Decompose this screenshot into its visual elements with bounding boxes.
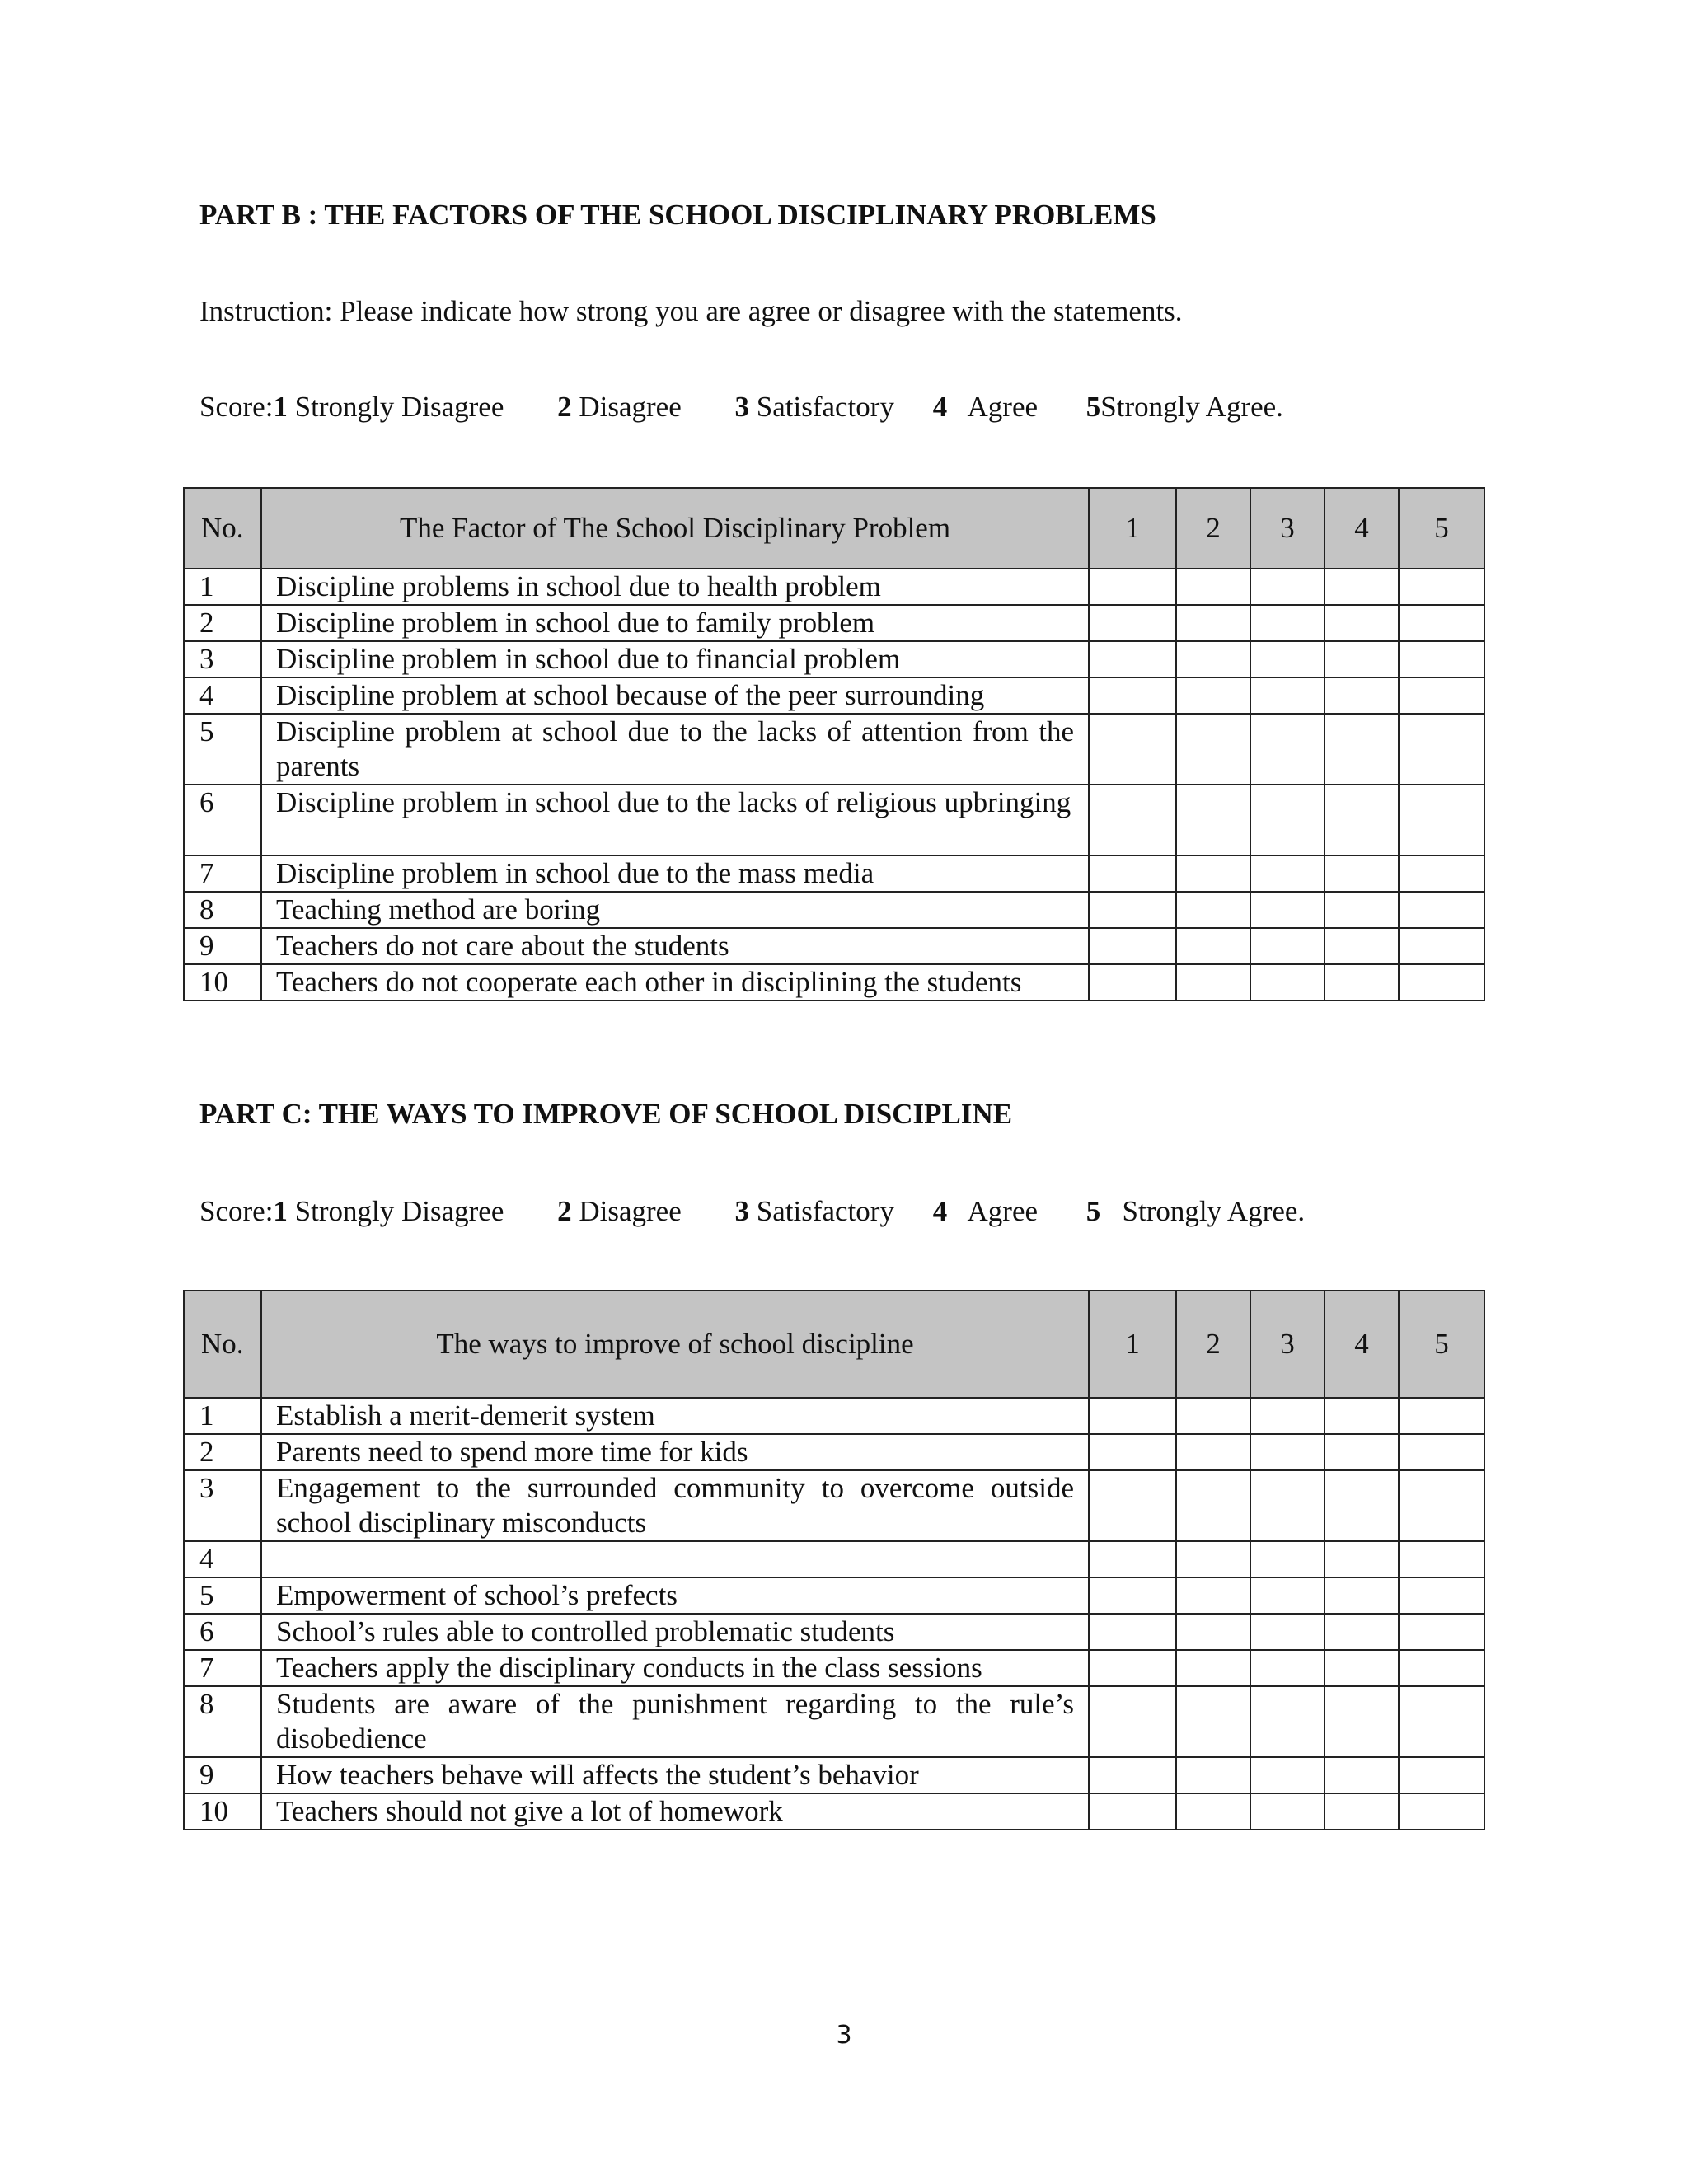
rating-cell-5[interactable]: [1399, 1686, 1484, 1757]
rating-cell-4[interactable]: [1325, 1434, 1399, 1470]
rating-cell-4[interactable]: [1325, 1650, 1399, 1686]
score-2-number: 2: [557, 1195, 572, 1227]
rating-cell-2[interactable]: [1176, 1577, 1250, 1614]
rating-cell-1[interactable]: [1089, 569, 1176, 605]
factors-table: [183, 487, 1485, 1001]
table-row: [184, 1614, 1484, 1650]
rating-cell-3[interactable]: [1250, 1793, 1325, 1830]
table-header-row: [184, 1291, 1484, 1398]
row-number: 6: [184, 1614, 261, 1650]
improvement-table: [183, 1290, 1485, 1830]
row-statement: Teachers do not care about the students: [261, 928, 1089, 964]
rating-cell-5[interactable]: [1399, 714, 1484, 785]
row-number: 10: [184, 1793, 261, 1830]
table-row: [184, 964, 1484, 1001]
table-row: [184, 1793, 1484, 1830]
rating-cell-2[interactable]: [1176, 569, 1250, 605]
rating-cell-1[interactable]: [1089, 1757, 1176, 1793]
column-header-scale-2: 2: [1176, 1291, 1250, 1398]
score-4-text: Agree: [947, 1195, 1039, 1227]
rating-cell-1[interactable]: [1089, 855, 1176, 892]
row-statement: Parents need to spend more time for kids: [261, 1434, 1089, 1470]
table-row: [184, 677, 1484, 714]
rating-cell-3[interactable]: [1250, 1686, 1325, 1757]
rating-cell-4[interactable]: [1325, 677, 1399, 714]
rating-cell-2[interactable]: [1176, 1757, 1250, 1793]
rating-cell-5[interactable]: [1399, 1614, 1484, 1650]
rating-cell-3[interactable]: [1250, 1614, 1325, 1650]
rating-cell-4[interactable]: [1325, 605, 1399, 641]
rating-cell-5[interactable]: [1399, 677, 1484, 714]
rating-cell-4[interactable]: [1325, 892, 1399, 928]
score-2-number: 2: [557, 391, 572, 423]
rating-cell-1[interactable]: [1089, 677, 1176, 714]
rating-cell-4[interactable]: [1325, 855, 1399, 892]
rating-cell-1[interactable]: [1089, 1650, 1176, 1686]
rating-cell-2[interactable]: [1176, 928, 1250, 964]
row-statement: Discipline problem in school due to the lacks of religious upbringing: [261, 785, 1089, 855]
rating-cell-2[interactable]: [1176, 677, 1250, 714]
column-header-scale-5: 5: [1399, 488, 1484, 569]
table-row: [184, 785, 1484, 855]
rating-cell-3[interactable]: [1250, 892, 1325, 928]
row-statement: [261, 1541, 1089, 1577]
row-number: 7: [184, 1650, 261, 1686]
rating-cell-5[interactable]: [1399, 641, 1484, 677]
table-row: [184, 605, 1484, 641]
rating-cell-5[interactable]: [1399, 1470, 1484, 1541]
row-statement: How teachers behave will affects the student’s behavior: [261, 1757, 1089, 1793]
rating-cell-1[interactable]: [1089, 714, 1176, 785]
part-c-score-legend: [199, 1195, 1305, 1228]
table-row: [184, 1398, 1484, 1434]
table-row: [184, 1577, 1484, 1614]
row-number: 4: [184, 1541, 261, 1577]
score-1-text: Strongly Disagree: [287, 391, 504, 423]
rating-cell-5[interactable]: [1399, 892, 1484, 928]
rating-cell-5[interactable]: [1399, 964, 1484, 1001]
rating-cell-4[interactable]: [1325, 964, 1399, 1001]
rating-cell-2[interactable]: [1176, 855, 1250, 892]
part-c-heading: PART C: THE WAYS TO IMPROVE OF SCHOOL DISCIPLINE: [199, 1098, 1013, 1130]
row-statement: Discipline problem in school due to the mass media: [261, 855, 1089, 892]
rating-cell-3[interactable]: [1250, 964, 1325, 1001]
rating-cell-5[interactable]: [1399, 1434, 1484, 1470]
score-5-text: Strongly Agree.: [1100, 1195, 1306, 1227]
rating-cell-2[interactable]: [1176, 1470, 1250, 1541]
row-number: 9: [184, 1757, 261, 1793]
rating-cell-2[interactable]: [1176, 605, 1250, 641]
rating-cell-1[interactable]: [1089, 605, 1176, 641]
rating-cell-5[interactable]: [1399, 1793, 1484, 1830]
column-header-way: The ways to improve of school discipline: [261, 1291, 1089, 1398]
row-statement: Empowerment of school’s prefects: [261, 1577, 1089, 1614]
rating-cell-2[interactable]: [1176, 1398, 1250, 1434]
column-header-no: No.: [184, 1291, 261, 1398]
rating-cell-4[interactable]: [1325, 1470, 1399, 1541]
table-row: [184, 641, 1484, 677]
row-statement: Discipline problem at school because of the peer surrounding: [261, 677, 1089, 714]
row-number: 4: [184, 677, 261, 714]
row-number: 2: [184, 1434, 261, 1470]
rating-cell-3[interactable]: [1250, 928, 1325, 964]
rating-cell-5[interactable]: [1399, 855, 1484, 892]
row-number: 8: [184, 892, 261, 928]
rating-cell-2[interactable]: [1176, 1650, 1250, 1686]
score-5-number: 5: [1085, 391, 1101, 423]
row-number: 9: [184, 928, 261, 964]
rating-cell-3[interactable]: [1250, 1434, 1325, 1470]
row-statement: Discipline problem in school due to family problem: [261, 605, 1089, 641]
score-3-number: 3: [734, 1195, 750, 1227]
rating-cell-4[interactable]: [1325, 785, 1399, 855]
rating-cell-5[interactable]: [1399, 1650, 1484, 1686]
column-header-scale-5: 5: [1399, 1291, 1484, 1398]
rating-cell-4[interactable]: [1325, 641, 1399, 677]
table-row: [184, 569, 1484, 605]
rating-cell-2[interactable]: [1176, 714, 1250, 785]
rating-cell-2[interactable]: [1176, 1434, 1250, 1470]
rating-cell-3[interactable]: [1250, 605, 1325, 641]
rating-cell-1[interactable]: [1089, 1614, 1176, 1650]
rating-cell-1[interactable]: [1089, 1793, 1176, 1830]
row-statement: Discipline problem at school due to the lacks of attention from the parents: [261, 714, 1089, 785]
row-statement: Discipline problem in school due to financial problem: [261, 641, 1089, 677]
rating-cell-2[interactable]: [1176, 1614, 1250, 1650]
rating-cell-3[interactable]: [1250, 1470, 1325, 1541]
rating-cell-1[interactable]: [1089, 1541, 1176, 1577]
row-statement: Teachers should not give a lot of homework: [261, 1793, 1089, 1830]
score-5-number: 5: [1085, 1195, 1101, 1227]
rating-cell-1[interactable]: [1089, 785, 1176, 855]
row-statement: Establish a merit-demerit system: [261, 1398, 1089, 1434]
rating-cell-4[interactable]: [1325, 569, 1399, 605]
row-number: 3: [184, 641, 261, 677]
column-header-factor: The Factor of The School Disciplinary Problem: [261, 488, 1089, 569]
rating-cell-1[interactable]: [1089, 1434, 1176, 1470]
table-header-row: [184, 488, 1484, 569]
table-row: [184, 1470, 1484, 1541]
rating-cell-1[interactable]: [1089, 641, 1176, 677]
rating-cell-2[interactable]: [1176, 641, 1250, 677]
rating-cell-2[interactable]: [1176, 964, 1250, 1001]
row-statement: Teachers apply the disciplinary conducts in the class sessions: [261, 1650, 1089, 1686]
table-row: [184, 1686, 1484, 1757]
rating-cell-4[interactable]: [1325, 1757, 1399, 1793]
table-row: [184, 892, 1484, 928]
rating-cell-3[interactable]: [1250, 855, 1325, 892]
score-2-text: Disagree: [571, 1195, 682, 1227]
column-header-scale-2: 2: [1176, 488, 1250, 569]
page-number: 3: [836, 2021, 852, 2050]
row-statement: School’s rules able to controlled problematic students: [261, 1614, 1089, 1650]
rating-cell-1[interactable]: [1089, 1686, 1176, 1757]
part-b-instruction: Instruction: Please indicate how strong you are agree or disagree with the statements.: [199, 295, 1183, 327]
score-3-text: Satisfactory: [749, 391, 894, 423]
row-number: 6: [184, 785, 261, 855]
rating-cell-1[interactable]: [1089, 892, 1176, 928]
column-header-scale-3: 3: [1250, 488, 1325, 569]
score-1-number: 1: [273, 1195, 288, 1227]
score-label: Score:: [199, 1195, 274, 1227]
rating-cell-4[interactable]: [1325, 1793, 1399, 1830]
rating-cell-1[interactable]: [1089, 964, 1176, 1001]
rating-cell-1[interactable]: [1089, 1470, 1176, 1541]
row-statement: Engagement to the surrounded community to overcome outside school disciplinary misconducts: [261, 1470, 1089, 1541]
rating-cell-4[interactable]: [1325, 928, 1399, 964]
rating-cell-5[interactable]: [1399, 605, 1484, 641]
column-header-scale-1: 1: [1089, 1291, 1176, 1398]
score-1-text: Strongly Disagree: [287, 1195, 504, 1227]
row-number: 1: [184, 1398, 261, 1434]
row-statement: Teaching method are boring: [261, 892, 1089, 928]
part-b-heading: PART B : THE FACTORS OF THE SCHOOL DISCIPLINARY PROBLEMS: [199, 199, 1156, 231]
column-header-scale-3: 3: [1250, 1291, 1325, 1398]
column-header-no: No.: [184, 488, 261, 569]
row-number: 5: [184, 714, 261, 785]
score-3-number: 3: [734, 391, 750, 423]
score-4-number: 4: [932, 1195, 948, 1227]
rating-cell-4[interactable]: [1325, 1541, 1399, 1577]
rating-cell-4[interactable]: [1325, 1398, 1399, 1434]
rating-cell-2[interactable]: [1176, 1541, 1250, 1577]
table-row: [184, 714, 1484, 785]
rating-cell-2[interactable]: [1176, 1686, 1250, 1757]
rating-cell-3[interactable]: [1250, 569, 1325, 605]
rating-cell-2[interactable]: [1176, 1793, 1250, 1830]
rating-cell-2[interactable]: [1176, 785, 1250, 855]
score-5-text: Strongly Agree.: [1100, 391, 1283, 423]
table-row: [184, 855, 1484, 892]
row-statement: Students are aware of the punishment regarding to the rule’s disobedience: [261, 1686, 1089, 1757]
rating-cell-5[interactable]: [1399, 785, 1484, 855]
row-number: 2: [184, 605, 261, 641]
score-label: Score:: [199, 391, 274, 423]
rating-cell-5[interactable]: [1399, 1577, 1484, 1614]
rating-cell-5[interactable]: [1399, 569, 1484, 605]
rating-cell-5[interactable]: [1399, 928, 1484, 964]
rating-cell-3[interactable]: [1250, 785, 1325, 855]
row-number: 3: [184, 1470, 261, 1541]
row-number: 8: [184, 1686, 261, 1757]
rating-cell-1[interactable]: [1089, 1577, 1176, 1614]
rating-cell-3[interactable]: [1250, 641, 1325, 677]
rating-cell-3[interactable]: [1250, 1650, 1325, 1686]
rating-cell-4[interactable]: [1325, 1577, 1399, 1614]
score-3-text: Satisfactory: [749, 1195, 894, 1227]
table-row: [184, 928, 1484, 964]
rating-cell-2[interactable]: [1176, 892, 1250, 928]
row-number: 7: [184, 855, 261, 892]
rating-cell-3[interactable]: [1250, 1398, 1325, 1434]
score-2-text: Disagree: [571, 391, 682, 423]
column-header-scale-4: 4: [1325, 488, 1399, 569]
rating-cell-1[interactable]: [1089, 928, 1176, 964]
rating-cell-5[interactable]: [1399, 1398, 1484, 1434]
row-number: 5: [184, 1577, 261, 1614]
rating-cell-3[interactable]: [1250, 714, 1325, 785]
rating-cell-3[interactable]: [1250, 1757, 1325, 1793]
rating-cell-3[interactable]: [1250, 1577, 1325, 1614]
rating-cell-4[interactable]: [1325, 1614, 1399, 1650]
rating-cell-1[interactable]: [1089, 1398, 1176, 1434]
rating-cell-4[interactable]: [1325, 714, 1399, 785]
rating-cell-4[interactable]: [1325, 1686, 1399, 1757]
rating-cell-3[interactable]: [1250, 677, 1325, 714]
table-row: [184, 1757, 1484, 1793]
rating-cell-5[interactable]: [1399, 1757, 1484, 1793]
column-header-scale-1: 1: [1089, 488, 1176, 569]
row-number: 1: [184, 569, 261, 605]
score-4-text: Agree: [947, 391, 1039, 423]
table-row: [184, 1541, 1484, 1577]
row-statement: Discipline problems in school due to health problem: [261, 569, 1089, 605]
table-row: [184, 1434, 1484, 1470]
rating-cell-5[interactable]: [1399, 1541, 1484, 1577]
part-b-score-legend: [199, 391, 1283, 424]
column-header-scale-4: 4: [1325, 1291, 1399, 1398]
score-4-number: 4: [932, 391, 948, 423]
row-statement: Teachers do not cooperate each other in disciplining the students: [261, 964, 1089, 1001]
rating-cell-3[interactable]: [1250, 1541, 1325, 1577]
table-row: [184, 1650, 1484, 1686]
score-1-number: 1: [273, 391, 288, 423]
row-number: 10: [184, 964, 261, 1001]
